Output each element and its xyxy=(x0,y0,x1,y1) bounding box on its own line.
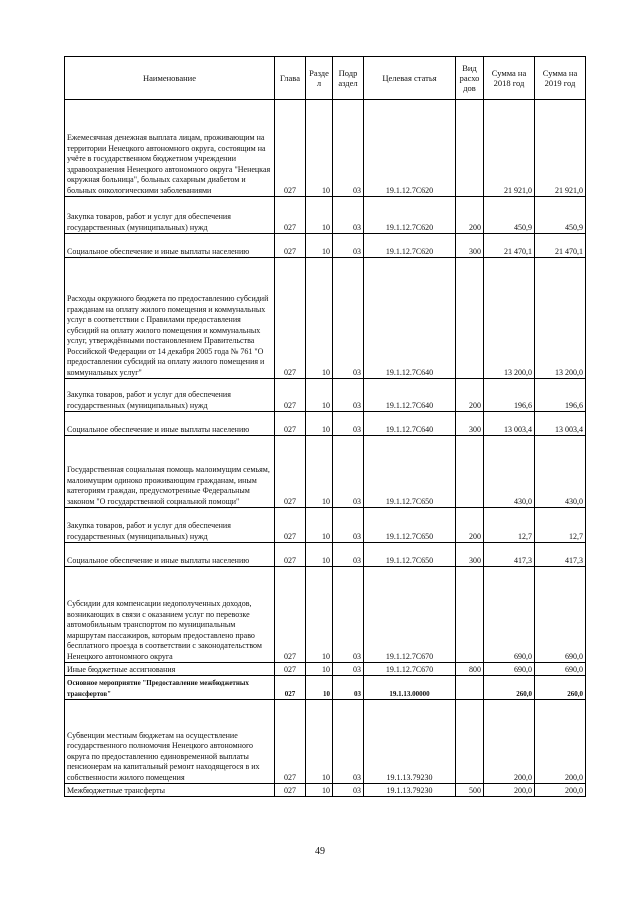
row-target: 19.1.12.7С620 xyxy=(364,197,456,234)
row-chapter: 027 xyxy=(275,567,306,663)
row-sum-2019: 196,6 xyxy=(535,379,586,412)
table-row xyxy=(65,258,586,379)
row-section: 10 xyxy=(306,676,333,700)
row-section: 10 xyxy=(306,258,333,379)
header-subsection: Подр аздел xyxy=(333,57,364,100)
row-type: 500 xyxy=(456,784,484,797)
row-subsection: 03 xyxy=(333,436,364,508)
row-name: Закупка товаров, работ и услуг для обеспечения государственных (муниципальных) нужд xyxy=(65,197,275,234)
row-target: 19.1.12.7С640 xyxy=(364,258,456,379)
row-sum-2018: 260,0 xyxy=(484,676,535,700)
row-section: 10 xyxy=(306,234,333,258)
row-type: 200 xyxy=(456,197,484,234)
row-chapter: 027 xyxy=(275,234,306,258)
row-target: 19.1.13.79230 xyxy=(364,784,456,797)
row-section: 10 xyxy=(306,567,333,663)
row-target: 19.1.12.7С650 xyxy=(364,543,456,567)
table-row xyxy=(65,379,586,412)
row-chapter: 027 xyxy=(275,100,306,197)
row-chapter: 027 xyxy=(275,258,306,379)
table-row xyxy=(65,436,586,508)
row-target: 19.1.12.7С620 xyxy=(364,100,456,197)
row-section: 10 xyxy=(306,700,333,784)
table-row xyxy=(65,784,586,797)
row-section: 10 xyxy=(306,100,333,197)
row-sum-2019: 417,3 xyxy=(535,543,586,567)
row-name: Основное мероприятие "Предоставление межбюджетных трансфертов" xyxy=(65,676,275,700)
table-row xyxy=(65,508,586,543)
row-sum-2018: 690,0 xyxy=(484,567,535,663)
row-name: Субвенции местным бюджетам на осуществление государственного полномочия Ненецкого автономного округа по предоставлению единовременной выплаты пенсионерам на капитальный ремонт находящегося в их собственности жилого помещения xyxy=(65,700,275,784)
table-row xyxy=(65,567,586,663)
row-sum-2018: 450,9 xyxy=(484,197,535,234)
row-section: 10 xyxy=(306,784,333,797)
row-section: 10 xyxy=(306,197,333,234)
row-sum-2018: 12,7 xyxy=(484,508,535,543)
row-sum-2019: 13 200,0 xyxy=(535,258,586,379)
row-sum-2019: 690,0 xyxy=(535,663,586,676)
header-name: Наименование xyxy=(65,57,275,100)
table-row xyxy=(65,700,586,784)
row-name: Социальное обеспечение и иные выплаты населению xyxy=(65,543,275,567)
table-row xyxy=(65,676,586,700)
row-chapter: 027 xyxy=(275,676,306,700)
header-sum-2019: Сумма на 2019 год xyxy=(535,57,586,100)
row-chapter: 027 xyxy=(275,197,306,234)
row-sum-2018: 13 200,0 xyxy=(484,258,535,379)
row-type xyxy=(456,258,484,379)
row-sum-2018: 417,3 xyxy=(484,543,535,567)
row-name: Межбюджетные трансферты xyxy=(65,784,275,797)
header-chapter: Глава xyxy=(275,57,306,100)
row-type xyxy=(456,700,484,784)
row-section: 10 xyxy=(306,663,333,676)
row-sum-2019: 12,7 xyxy=(535,508,586,543)
row-section: 10 xyxy=(306,379,333,412)
row-type: 300 xyxy=(456,543,484,567)
row-chapter: 027 xyxy=(275,663,306,676)
row-subsection: 03 xyxy=(333,258,364,379)
row-target: 19.1.12.7С640 xyxy=(364,412,456,436)
row-sum-2018: 21 470,1 xyxy=(484,234,535,258)
row-type: 200 xyxy=(456,379,484,412)
row-sum-2019: 21 470,1 xyxy=(535,234,586,258)
row-sum-2019: 690,0 xyxy=(535,567,586,663)
row-target: 19.1.12.7С670 xyxy=(364,567,456,663)
row-name: Закупка товаров, работ и услуг для обеспечения государственных (муниципальных) нужд xyxy=(65,508,275,543)
row-section: 10 xyxy=(306,508,333,543)
header-row xyxy=(65,57,586,100)
row-sum-2019: 200,0 xyxy=(535,784,586,797)
row-subsection: 03 xyxy=(333,508,364,543)
row-target: 19.1.12.7С650 xyxy=(364,436,456,508)
row-section: 10 xyxy=(306,543,333,567)
row-sum-2018: 690,0 xyxy=(484,663,535,676)
row-chapter: 027 xyxy=(275,436,306,508)
row-chapter: 027 xyxy=(275,784,306,797)
row-chapter: 027 xyxy=(275,700,306,784)
row-sum-2018: 430,0 xyxy=(484,436,535,508)
row-sum-2019: 200,0 xyxy=(535,700,586,784)
row-sum-2019: 13 003,4 xyxy=(535,412,586,436)
header-target: Целевая статья xyxy=(364,57,456,100)
row-type: 200 xyxy=(456,508,484,543)
row-subsection: 03 xyxy=(333,784,364,797)
row-chapter: 027 xyxy=(275,379,306,412)
row-type: 300 xyxy=(456,234,484,258)
row-type xyxy=(456,567,484,663)
row-subsection: 03 xyxy=(333,379,364,412)
row-name: Государственная социальная помощь малоимущим семьям, малоимущим одиноко проживающим гражданам, иным категориям граждан, предусмотренные Федеральным законом "О государственной социальной помощи" xyxy=(65,436,275,508)
row-chapter: 027 xyxy=(275,412,306,436)
row-sum-2019: 21 921,0 xyxy=(535,100,586,197)
row-target: 19.1.12.7С620 xyxy=(364,234,456,258)
row-subsection: 03 xyxy=(333,234,364,258)
row-sum-2019: 260,0 xyxy=(535,676,586,700)
row-subsection: 03 xyxy=(333,663,364,676)
row-target: 19.1.12.7С640 xyxy=(364,379,456,412)
row-name: Закупка товаров, работ и услуг для обеспечения государственных (муниципальных) нужд xyxy=(65,379,275,412)
table-row xyxy=(65,543,586,567)
row-target: 19.1.13.79230 xyxy=(364,700,456,784)
row-name: Иные бюджетные ассигнования xyxy=(65,663,275,676)
table-row xyxy=(65,197,586,234)
row-sum-2018: 200,0 xyxy=(484,700,535,784)
row-type: 800 xyxy=(456,663,484,676)
row-subsection: 03 xyxy=(333,197,364,234)
row-type xyxy=(456,436,484,508)
row-name: Расходы окружного бюджета по предоставлению субсидий гражданам на оплату жилого помещения и коммунальных услуг в соответствии с Правилами предоставления субсидий на оплату жилого помещения и коммунальных услуг, утверждёнными постановлением Правительства Российской Федерации от 14 декабря 2005 года № 761 "О предоставлении субсидий на оплату жилого помещения и коммунальных услуг" xyxy=(65,258,275,379)
header-sum-2018: Сумма на 2018 год xyxy=(484,57,535,100)
table-row xyxy=(65,663,586,676)
row-section: 10 xyxy=(306,436,333,508)
row-subsection: 03 xyxy=(333,100,364,197)
row-section: 10 xyxy=(306,412,333,436)
table-row xyxy=(65,100,586,197)
row-sum-2018: 21 921,0 xyxy=(484,100,535,197)
row-subsection: 03 xyxy=(333,543,364,567)
budget-table xyxy=(64,56,586,797)
row-name: Ежемесячная денежная выплата лицам, проживающим на территории Ненецкого автономного округа, состоящим на учёте в государственном бюджетном учреждении здравоохранения Ненецкого автономного округа "Ненецкая окружная больница", больных сахарным диабетом и больных онкологическими заболеваниями xyxy=(65,100,275,197)
row-chapter: 027 xyxy=(275,543,306,567)
row-target: 19.1.12.7С650 xyxy=(364,508,456,543)
row-target: 19.1.12.7С670 xyxy=(364,663,456,676)
table-row xyxy=(65,234,586,258)
row-subsection: 03 xyxy=(333,676,364,700)
row-subsection: 03 xyxy=(333,412,364,436)
header-expense-type: Вид расхо дов xyxy=(456,57,484,100)
row-type xyxy=(456,100,484,197)
row-name: Социальное обеспечение и иные выплаты населению xyxy=(65,412,275,436)
row-type: 300 xyxy=(456,412,484,436)
row-sum-2019: 430,0 xyxy=(535,436,586,508)
row-type xyxy=(456,676,484,700)
row-target: 19.1.13.00000 xyxy=(364,676,456,700)
row-name: Социальное обеспечение и иные выплаты населению xyxy=(65,234,275,258)
page-number: 49 xyxy=(315,846,325,857)
row-name: Субсидии для компенсации недополученных доходов, возникающих в связи с оказанием услуг по перевозке автомобильным транспортом по муниципальным маршрутам пассажиров, которым предоставлено право бесплатного проезда в соответствии с законодательством Ненецкого автономного округа xyxy=(65,567,275,663)
row-sum-2018: 196,6 xyxy=(484,379,535,412)
header-section: Разде л xyxy=(306,57,333,100)
row-sum-2019: 450,9 xyxy=(535,197,586,234)
row-subsection: 03 xyxy=(333,700,364,784)
row-chapter: 027 xyxy=(275,508,306,543)
row-sum-2018: 13 003,4 xyxy=(484,412,535,436)
table-row xyxy=(65,412,586,436)
row-sum-2018: 200,0 xyxy=(484,784,535,797)
row-subsection: 03 xyxy=(333,567,364,663)
